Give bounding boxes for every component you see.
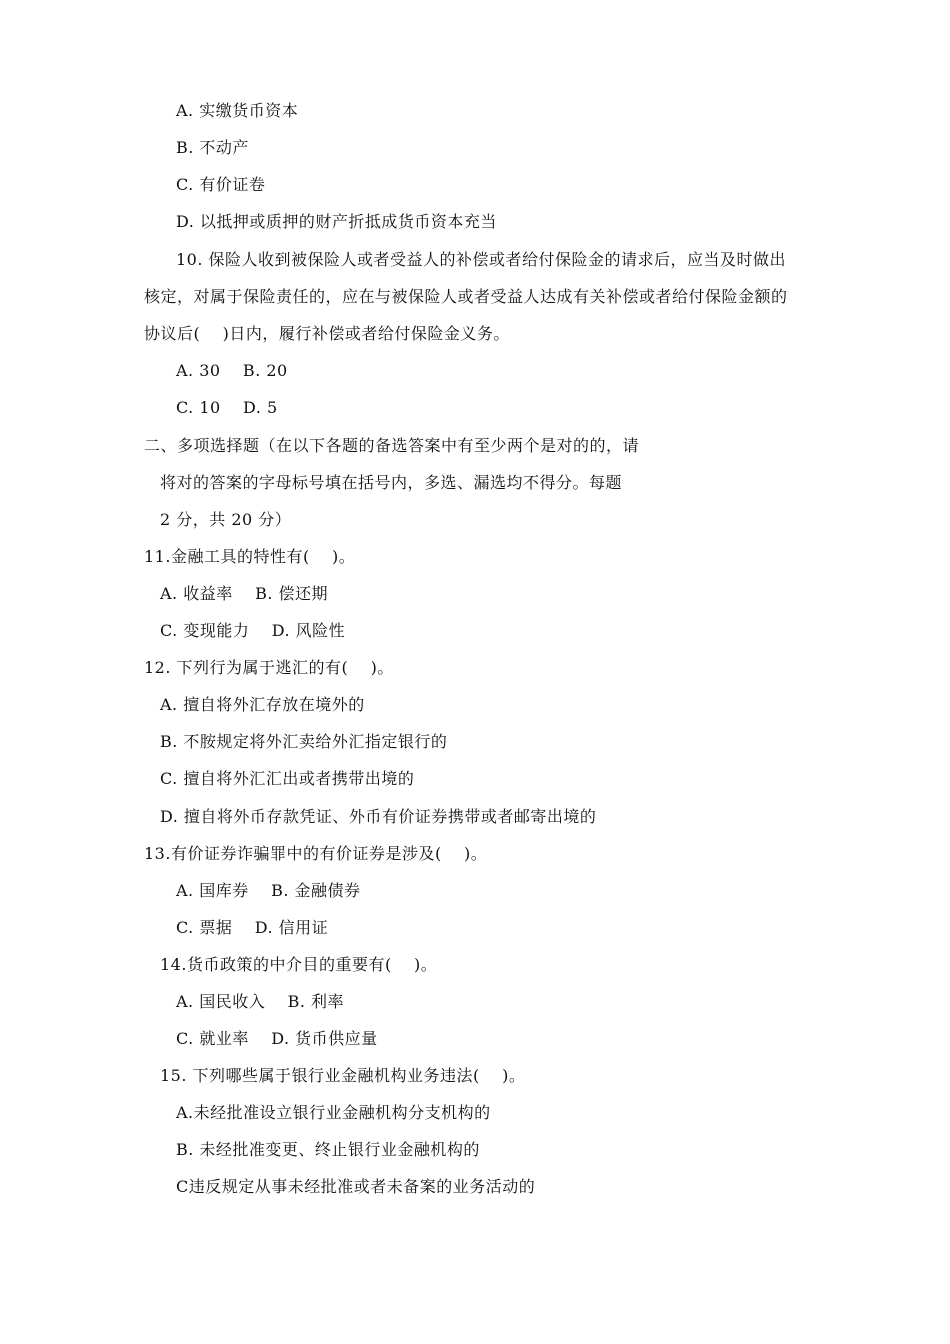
q9-option-d: D. 以抵押或质押的财产折抵成货币资本充当 (176, 212, 497, 231)
q9-option-c: C. 有价证卷 (176, 175, 266, 194)
q11-text: 11.金融工具的特性有( )。 (144, 547, 356, 566)
q13-options-cd: C. 票据 D. 信用证 (176, 918, 329, 937)
q12-option-a: A. 擅自将外汇存放在境外的 (160, 695, 365, 714)
q12-text: 12. 下列行为属于逃汇的有( )。 (144, 658, 394, 677)
q10-options-ab: A. 30 B. 20 (176, 361, 288, 380)
section-heading-line-2: 将对的答案的字母标号填在括号内，多选、漏选均不得分。每题 (160, 473, 623, 492)
q14-options-ab: A. 国民收入 B. 利率 (176, 992, 345, 1011)
q13-text: 13.有价证券诈骗罪中的有价证券是涉及( )。 (144, 844, 488, 863)
section-heading-line-3: 2 分，共 20 分） (160, 510, 292, 529)
q9-option-a: A. 实缴货币资本 (176, 101, 299, 120)
q15-text: 15. 下列哪些属于银行业金融机构业务违法( )。 (160, 1066, 526, 1085)
q15-option-b: B. 未经批准变更、终止银行业金融机构的 (176, 1140, 480, 1159)
q11-options-ab: A. 收益率 B. 偿还期 (160, 584, 329, 603)
q13-options-ab: A. 国库券 B. 金融债券 (176, 881, 361, 900)
q12-option-c: C. 擅自将外汇汇出或者携带出境的 (160, 769, 415, 788)
q10-text-line-1: 10. 保险人收到被保险人或者受益人的补偿或者给付保险金的请求后，应当及时做出 (176, 250, 787, 269)
q14-text: 14.货币政策的中介目的重要有( )。 (160, 955, 438, 974)
q11-options-cd: C. 变现能力 D. 风险性 (160, 621, 346, 640)
q10-text-line-2: 核定，对属于保险责任的，应在与被保险人或者受益人达成有关补偿或者给付保险金额的 (144, 287, 788, 306)
q10-text-line-3: 协议后( )日内，履行补偿或者给付保险金义务。 (144, 324, 510, 343)
q12-option-d: D. 擅自将外币存款凭证、外币有价证券携带或者邮寄出境的 (160, 807, 597, 826)
q9-option-b: B. 不动产 (176, 138, 249, 157)
section-heading-line-1: 二、多项选择题（在以下各题的备选答案中有至少两个是对的的，请 (144, 436, 640, 455)
q10-options-cd: C. 10 D. 5 (176, 398, 278, 417)
q15-option-a: A.未经批准设立银行业金融机构分支机构的 (176, 1103, 491, 1122)
q14-options-cd: C. 就业率 D. 货币供应量 (176, 1029, 378, 1048)
q12-option-b: B. 不胺规定将外汇卖给外汇指定银行的 (160, 732, 448, 751)
q15-option-c: C违反规定从事未经批准或者未备案的业务活动的 (176, 1177, 536, 1196)
